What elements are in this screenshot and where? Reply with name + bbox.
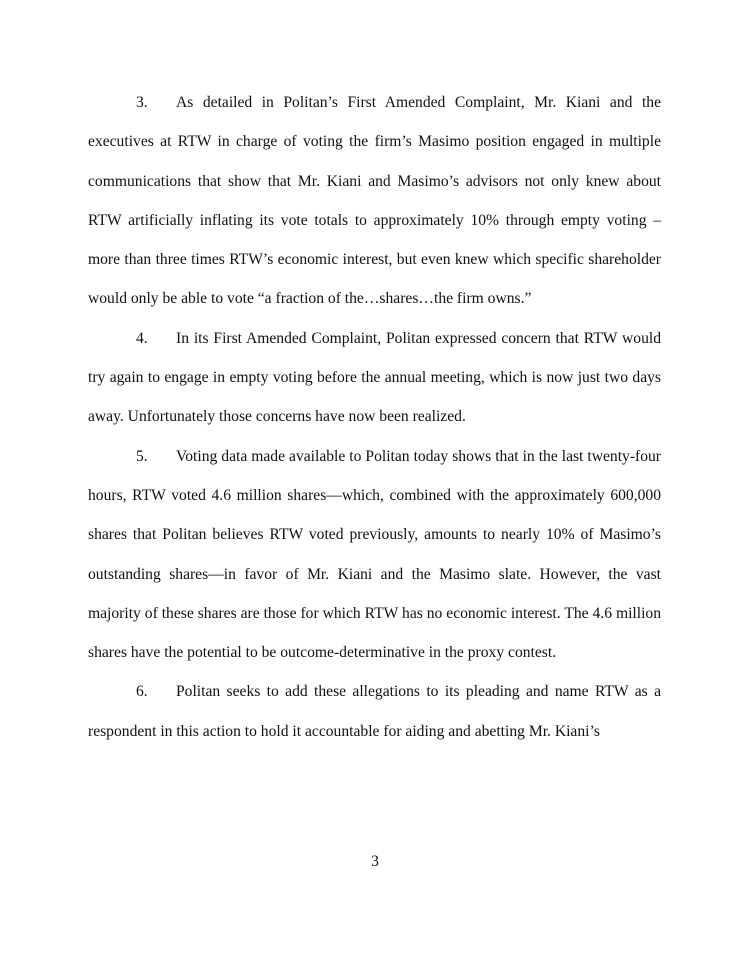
- paragraph-number: 4.: [136, 329, 148, 347]
- page-number: 3: [371, 853, 379, 870]
- paragraph-text: As detailed in Politan’s First Amended Complaint, Mr. Kiani and the executives at RTW in charge of voting the firm’s Masimo position engaged in multiple communications that show that Mr. Kiani and Masimo’s advisors not only knew about RTW artificially inflating its vote totals to approximately 10% through empty voting – more than three times RTW’s economic interest, but even knew which specific shareholder would only be able to vote “a fraction of the…shares…the firm owns.”: [88, 94, 661, 308]
- paragraph-text: In its First Amended Complaint, Politan expressed concern that RTW would try again to engage in empty voting before the annual meeting, which is now just two days away. Unfortunately those concerns have now been realized.: [88, 329, 661, 426]
- paragraph-text: Voting data made available to Politan today shows that in the last twenty-four hours, RTW voted 4.6 million shares—which, combined with the approximately 600,000 shares that Politan believes RTW voted previously, amounts to nearly 10% of Masimo’s outstanding shares—in favor of Mr. Kiani and the Masimo slate. However, the vast majority of these shares are those for which RTW has no economic interest. The 4.6 million shares have the potential to be outcome-determinative in the proxy contest.: [88, 447, 661, 662]
- paragraph-6: [88, 672, 661, 751]
- paragraph-number: 6.: [136, 683, 148, 701]
- paragraph-3: [88, 83, 661, 319]
- paragraph-number: 5.: [136, 447, 148, 465]
- paragraph-number: 3.: [136, 94, 148, 111]
- paragraph-text: Politan seeks to add these allegations to its pleading and name RTW as a respondent in this action to hold it accountable for aiding and abetting Mr. Kiani’s: [88, 683, 661, 740]
- paragraph-4: [88, 319, 661, 437]
- paragraph-5: [88, 437, 661, 673]
- document-body: [88, 83, 661, 751]
